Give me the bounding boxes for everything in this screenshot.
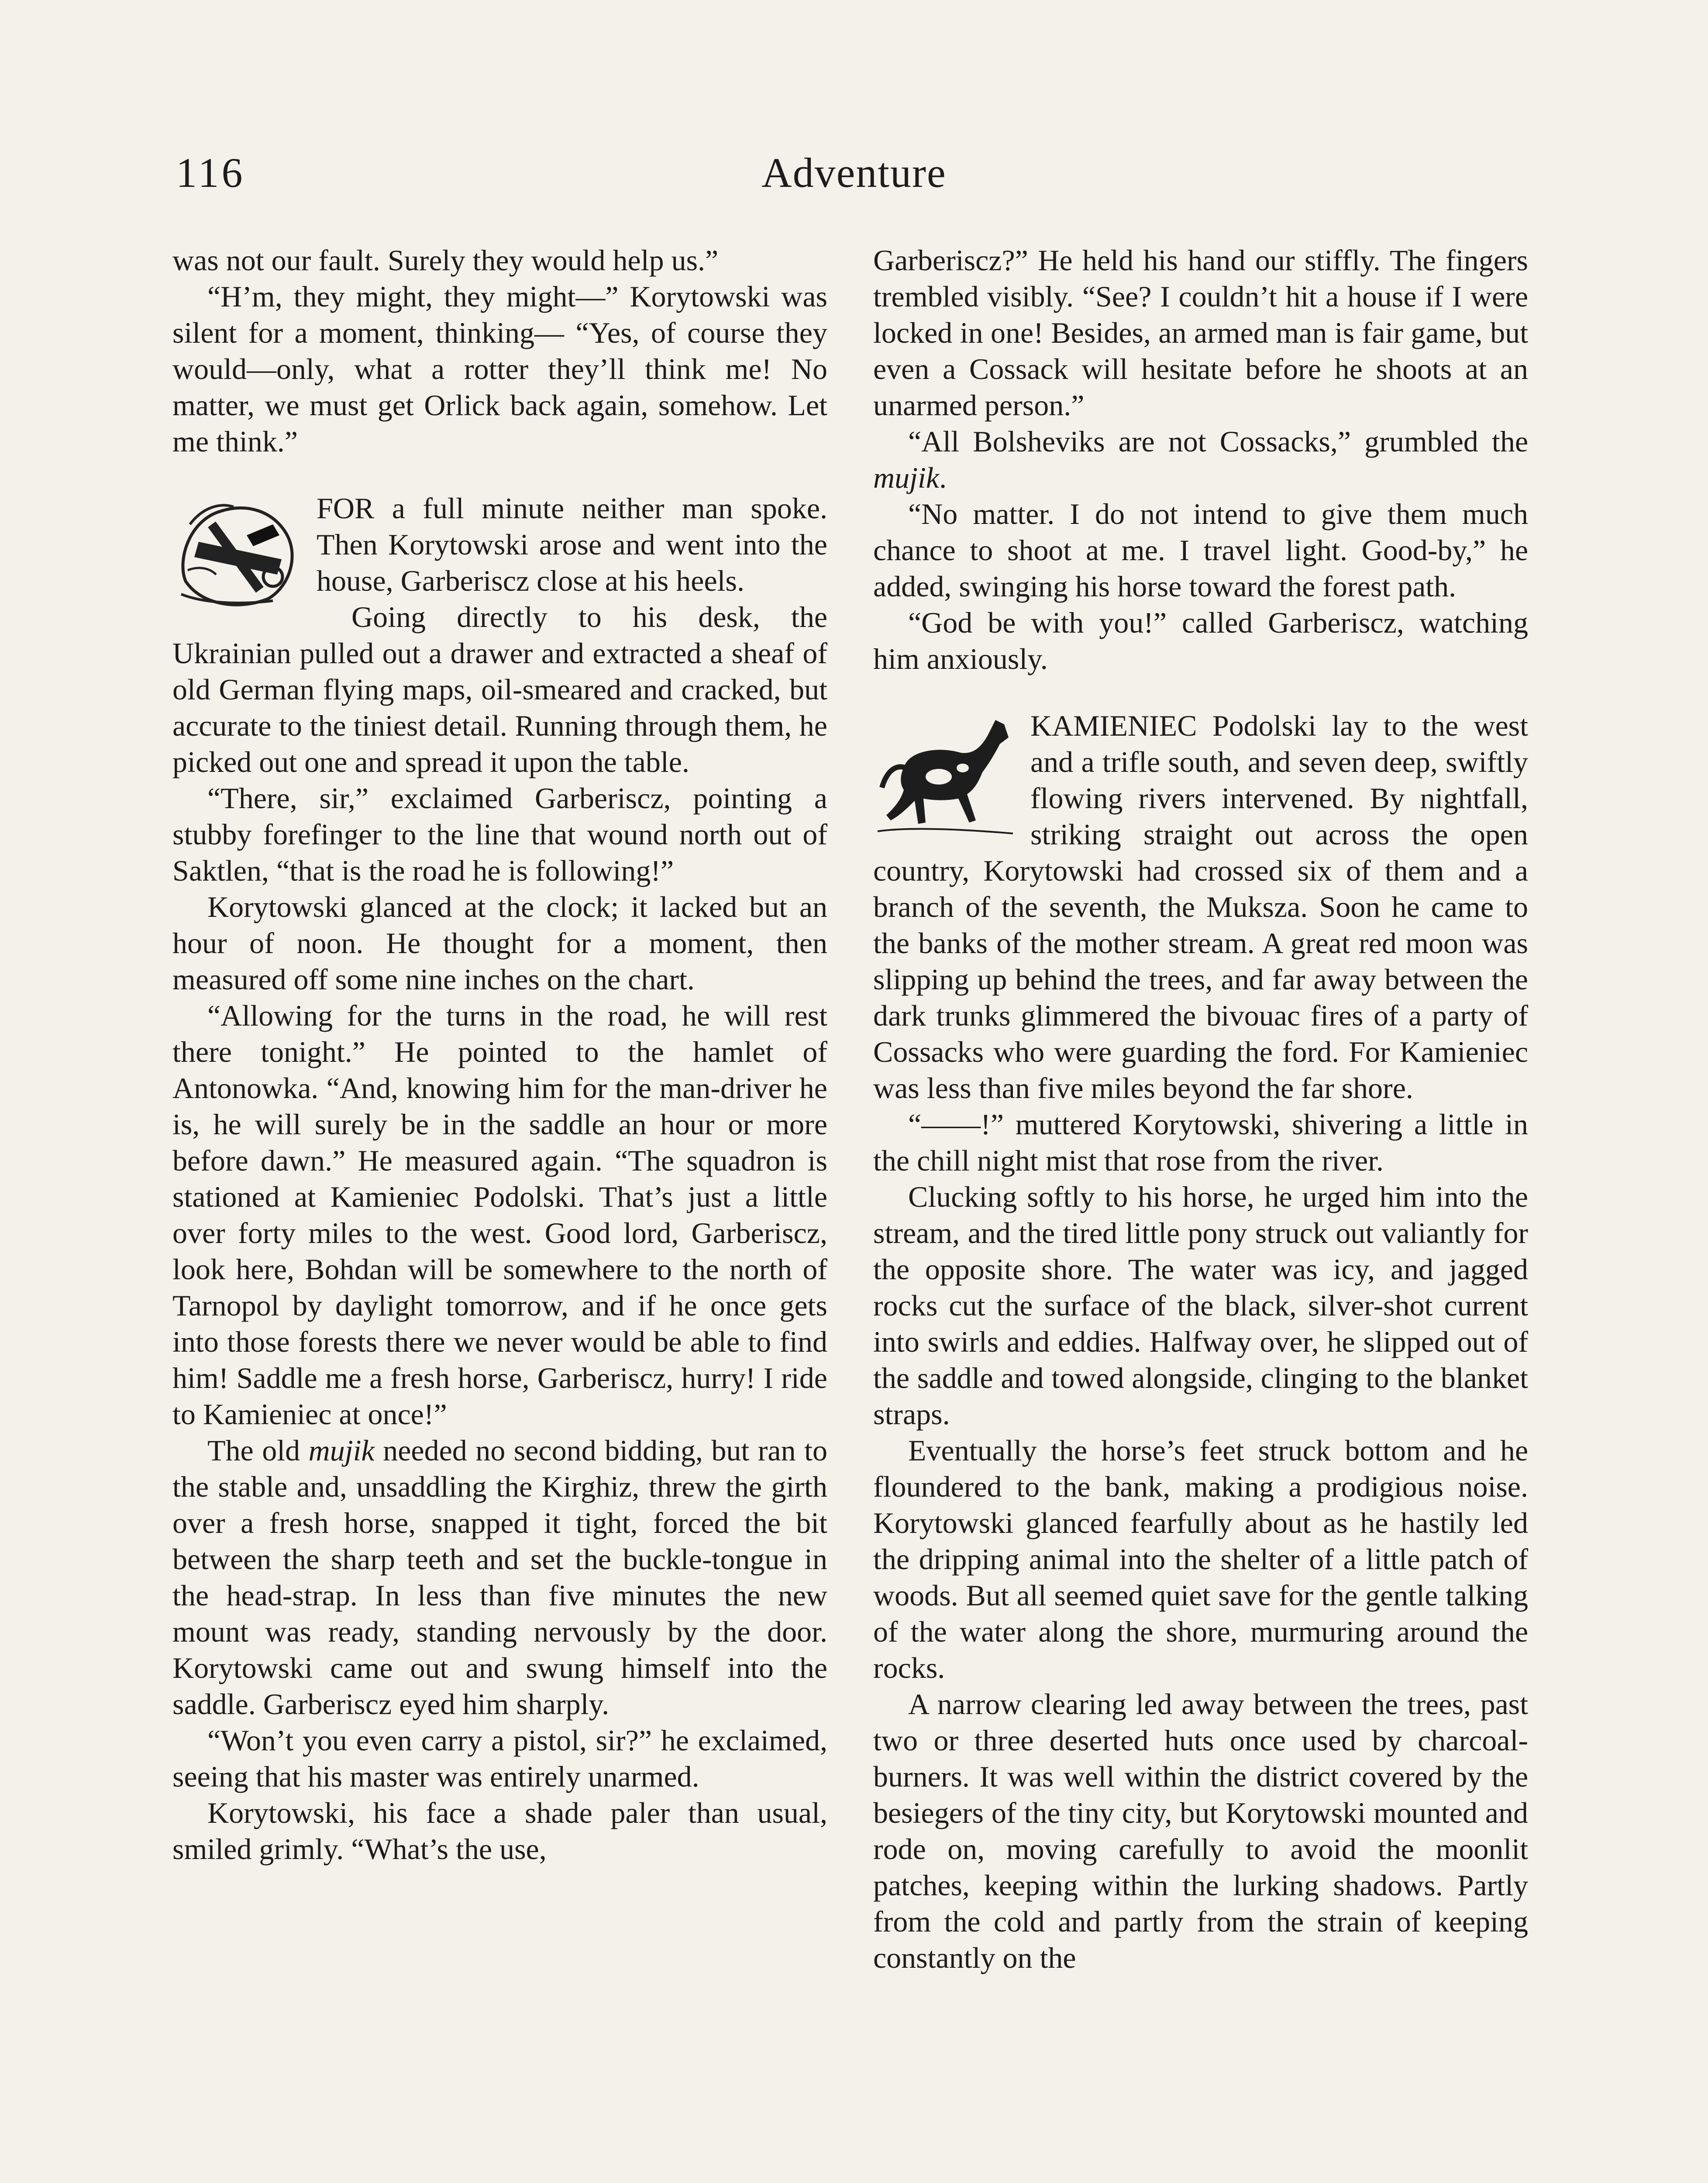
running-title: Adventure — [761, 149, 947, 196]
paragraph: “God be with you!” called Garberiscz, watching him anxiously. — [873, 606, 1528, 675]
paragraph: “Allowing for the turns in the road, he will rest there tonight.” He pointed to the hamlet of Antonowka. “And, knowing him for the man-driver he is, he will surely be in the saddle an hour or more before dawn.” He measured again. “The squadron is stationed at Kamieniec Podolski. That’s just a little over forty miles to the west. Good lord, Garberiscz, look here, Bohdan will be somewhere to the north of Tarnopol by daylight tomorrow, and if he once gets into those forests there we never would be able to find him! Saddle me a fresh horse, Garberiscz, hurry! I ride to Kamieniec at once!” — [172, 999, 827, 1431]
paragraph: was not our fault. Surely they would help us.” — [172, 244, 719, 277]
paragraph: “All Bolsheviks are not Cossacks,” grumbled the mujik. — [873, 425, 1528, 494]
paragraph: Korytowski, his face a shade paler than usual, smiled grimly. “What’s the use, — [172, 1796, 827, 1866]
page-header — [0, 148, 1708, 218]
paragraph: “No matter. I do not intend to give them much chance to shoot at me. I travel light. Good-by,” he added, swinging his horse toward the forest path. — [873, 497, 1528, 603]
paragraph: “There, sir,” exclaimed Garberiscz, pointing a stubby forefinger to the line that wound north out of Saktlen, “that is the road he is following!” — [172, 782, 827, 887]
paragraph: The old mujik needed no second bidding, but ran to the stable and, unsaddling the Kirghiz, threw the girth over a fresh horse, snapped it tight, forced the bit between the sharp teeth and set the buckle-tongue in the head-strap. In less than five minutes the new mount was ready, standing nervously by the door. Korytowski came out and swung himself into the saddle. Garberiscz eyed him sharply. — [172, 1434, 827, 1721]
paragraph: Eventually the horse’s feet struck bottom and he floundered to the bank, making a prodigious noise. Korytowski glanced fearfully about as he hastily led the dripping animal into the shelter of a little patch of woods. But all seemed quiet save for the gentle talking of the water along the shore, murmuring around the rocks. — [873, 1434, 1528, 1684]
section-opening-paragraph: FOR a full minute neither man spoke. Then Korytowski arose and went into the house, Garberiscz close at his heels. — [172, 490, 827, 599]
italic-term: mujik — [873, 461, 940, 494]
left-column — [172, 242, 827, 1867]
paragraph: “H’m, they might, they might—” Korytowski was silent for a moment, thinking— “Yes, of course they would—only, what a rotter they’ll think me! No matter, we must get Orlick back again, somehow. Let me think.” — [172, 280, 827, 458]
section-opening-paragraph: KAMIENIEC Podolski lay to the west and a trifle south, and seven deep, swiftly flowing rivers intervened. By nightfall, striking straight out across the open country, Korytowski had crossed six of them and a branch of the seventh, the Muksza. Soon he came to the banks of the mother stream. A great red moon was slipping up behind the trees, and far away between the dark trunks glimmered the bivouac fires of a party of Cossacks who were guarding the ford. For Kamieniec was less than five miles beyond the far shore. — [873, 709, 1528, 1105]
page-number: 116 — [176, 149, 245, 196]
paragraph: “——!” muttered Korytowski, shivering a little in the chill night mist that rose from the river. — [873, 1108, 1528, 1177]
paragraph: A narrow clearing led away between the trees, past two or three deserted huts once used by charcoal-burners. It was well within the district covered by the besiegers of the tiny city, but Korytowski mounted and rode on, moving carefully to avoid the moonlit patches, keeping within the lurking shadows. Partly from the cold and partly from the strain of keeping constantly on the — [873, 1687, 1528, 1974]
right-column — [873, 242, 1528, 1976]
airplane-vignette-icon — [172, 494, 303, 612]
paragraph: Korytowski glanced at the clock; it lacked but an hour of noon. He thought for a moment, then measured off some nine inches on the chart. — [172, 890, 827, 996]
paragraph: Garberiscz?” He held his hand our stiffly. The fingers trembled visibly. “See? I couldn’t hit a house if I were locked in one! Besides, an armed man is fair game, but even a Cossack will hesitate before he shoots at an unarmed person.” — [873, 244, 1528, 422]
paragraph: Going directly to his desk, the Ukrainian pulled out a drawer and extracted a sheaf of old German flying maps, oil-smeared and cracked, but accurate to the tiniest detail. Running through them, he picked out one and spread it upon the table. — [172, 600, 827, 778]
italic-term: mujik — [308, 1434, 375, 1467]
paragraph: Clucking softly to his horse, he urged him into the stream, and the tired little pony struck out valiantly for the opposite shore. The water was icy, and jagged rocks cut the surface of the black, silver-shot current into swirls and eddies. Halfway over, he slipped out of the saddle and towed alongside, clinging to the blanket straps. — [873, 1180, 1528, 1431]
paragraph: “Won’t you even carry a pistol, sir?” he exclaimed, seeing that his master was entirely unarmed. — [172, 1724, 827, 1793]
horse-vignette-icon — [873, 711, 1017, 838]
